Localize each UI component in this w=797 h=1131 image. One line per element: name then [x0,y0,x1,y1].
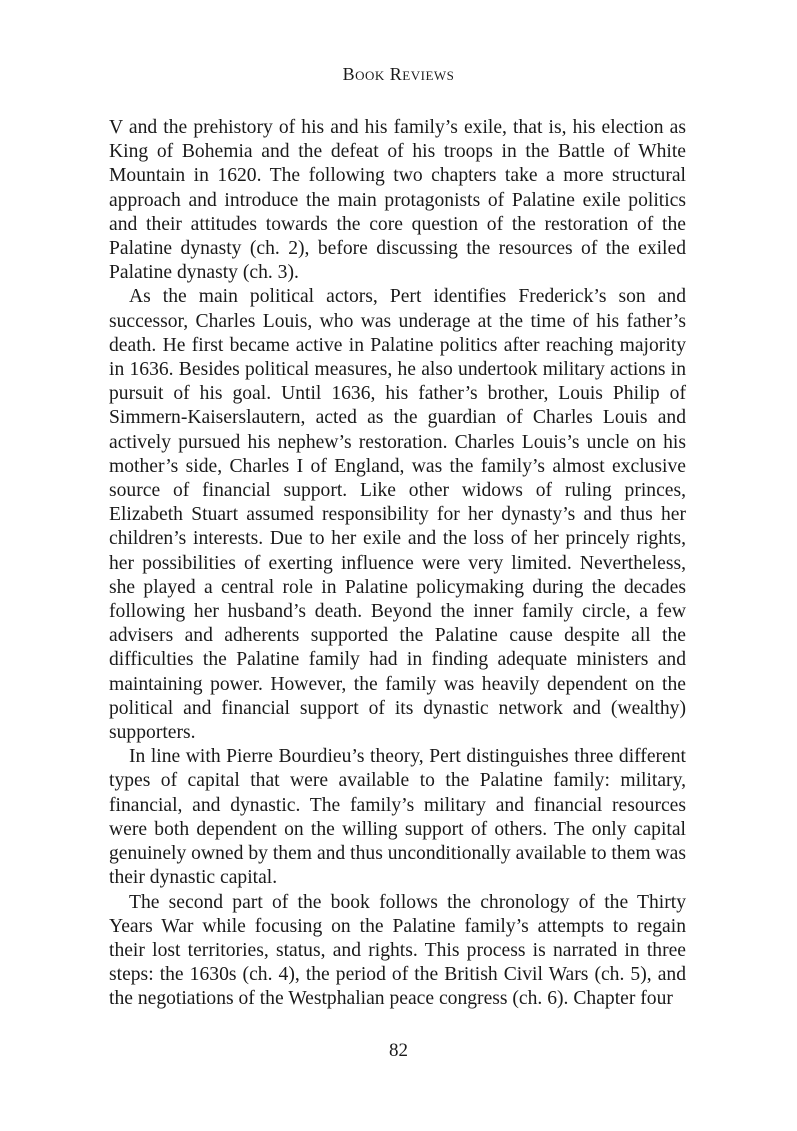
page-number: 82 [389,1040,408,1061]
paragraph-1: V and the prehistory of his and his family’s exile, that is, his election as King of Bohemia and the defeat of his troops in the Battle of White Mountain in 1620. The following two chapters take a more structural approach and introduce the main protagonists of Palatine exile politics and their attitudes towards the core question of the restoration of the Palatine dynasty (ch. 2), before discussing the resources of the exiled Palatine dynasty (ch. 3). [109,117,686,284]
paragraph-2: As the main political actors, Pert identifies Frederick’s son and successor, Charles Louis, who was underage at the time of his father’s death. He first became active in Palatine politics after reaching majority in 1636. Besides political measures, he also undertook military actions in pursuit of his goal. Until 1636, his father’s brother, Louis Philip of Simmern-Kaiserslautern, acted as the guardian of Charles Louis and actively pursued his nephew’s restoration. Charles Louis’s uncle on his mother’s side, Charles I of England, was the family’s almost exclusive source of financial support. Like other widows of ruling princes, Elizabeth Stuart assumed responsibility for her dynasty’s and thus her children’s interests. Due to her exile and the loss of her princely rights, her possibilities of exerting influence were very limited. Nevertheless, she played a central role in Palatine policymaking during the decades following her husband’s death. Beyond the inner family circle, a few advisers and adherents supported the Palatine cause despite all the difficulties the Palatine family had in finding adequate ministers and maintaining power. However, the family was heavily dependent on the political and financial support of its dynastic network and (wealthy) supporters. [109,286,686,744]
running-head: Book Reviews [342,64,455,84]
body-text [109,116,686,1012]
paragraph-4: The second part of the book follows the chronology of the Thirty Years War while focusing on the Palatine family’s attempts to regain their lost territories, status, and rights. This process is narrated in three steps: the 1630s (ch. 4), the period of the British Civil Wars (ch. 5), and the negotiations of the Westphalian peace congress (ch. 6). Chapter four [109,891,686,1010]
paragraph-3: In line with Pierre Bourdieu’s theory, Pert distinguishes three different types of capital that were available to the Palatine family: military, financial, and dynastic. The family’s military and financial resources were both dependent on the willing support of others. The only capital genuinely owned by them and thus unconditionally available to them was their dynastic capital. [109,746,686,889]
